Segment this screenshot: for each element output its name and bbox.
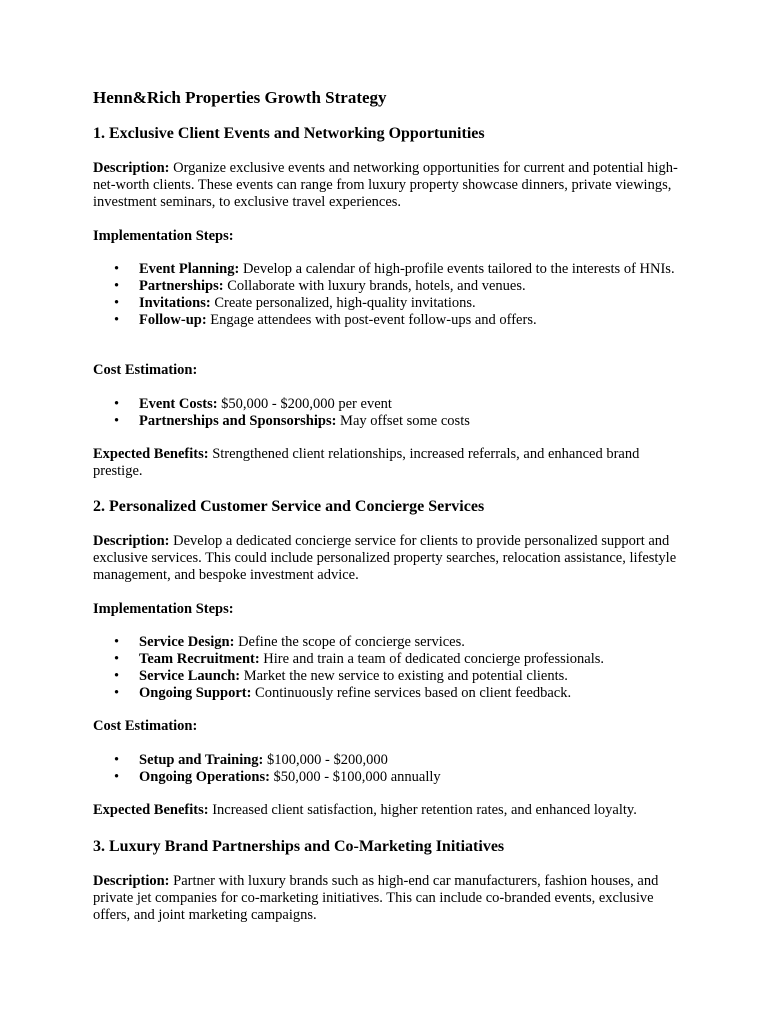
item-label: Service Design: <box>139 634 235 650</box>
section-1-costs-list <box>93 396 683 430</box>
item-text: $50,000 - $100,000 annually <box>269 769 441 785</box>
benefits-label: Expected Benefits: <box>93 446 209 462</box>
section-2-steps-list <box>93 634 683 702</box>
section-1-cost-label: Cost Estimation: <box>93 362 198 378</box>
bullet-icon: • <box>114 651 120 667</box>
item-text: Market the new service to existing and potential clients. <box>240 668 568 684</box>
bullet-icon: • <box>114 413 120 429</box>
item-label: Partnerships and Sponsorships: <box>139 413 337 429</box>
list-item <box>93 396 683 413</box>
benefits-text: Strengthened client relationships, increased referrals, and enhanced brand prestige. <box>93 446 640 479</box>
description-label: Description: <box>93 533 170 549</box>
item-text: Collaborate with luxury brands, hotels, and venues. <box>223 278 526 294</box>
list-item <box>93 651 683 668</box>
section-1-description <box>93 160 683 211</box>
item-text: Engage attendees with post-event follow-ups and offers. <box>206 312 537 328</box>
list-item <box>93 769 683 786</box>
item-text: $50,000 - $200,000 per event <box>217 396 392 412</box>
item-label: Ongoing Support: <box>139 685 252 701</box>
section-2-cost-label: Cost Estimation: <box>93 718 198 734</box>
item-text: Hire and train a team of dedicated concierge professionals. <box>259 651 605 667</box>
section-3-heading: 3. Luxury Brand Partnerships and Co-Marketing Initiatives <box>93 838 505 855</box>
description-label: Description: <box>93 160 170 176</box>
description-label: Description: <box>93 873 170 889</box>
bullet-icon: • <box>114 278 120 294</box>
bullet-icon: • <box>114 295 120 311</box>
description-text: Partner with luxury brands such as high-end car manufacturers, fashion houses, and private jet companies for co-marketing initiatives. This can include co-branded events, exclusive offers, and joint marketing campaigns. <box>93 873 659 923</box>
item-label: Invitations: <box>139 295 211 311</box>
description-text: Organize exclusive events and networking opportunities for current and potential high-net-worth clients. These events can range from luxury property showcase dinners, private viewings, investment seminars, to exclusive travel experiences. <box>93 160 678 210</box>
list-item <box>93 413 683 430</box>
list-item <box>93 685 683 702</box>
section-3-description <box>93 873 683 924</box>
item-label: Event Planning: <box>139 261 240 277</box>
section-2-heading: 2. Personalized Customer Service and Concierge Services <box>93 498 485 515</box>
section-1-steps-list <box>93 261 683 329</box>
section-1-implementation-label: Implementation Steps: <box>93 228 234 244</box>
item-text: Define the scope of concierge services. <box>234 634 465 650</box>
bullet-icon: • <box>114 396 120 412</box>
item-label: Event Costs: <box>139 396 218 412</box>
bullet-icon: • <box>114 752 120 768</box>
item-text: Continuously refine services based on client feedback. <box>251 685 572 701</box>
description-text: Develop a dedicated concierge service for clients to provide personalized support and exclusive services. This could include personalized property searches, relocation assistance, lifestyle management, and bespoke investment advice. <box>93 533 677 583</box>
document-title: Henn&Rich Properties Growth Strategy <box>93 88 387 107</box>
list-item <box>93 295 683 312</box>
list-item <box>93 278 683 295</box>
list-item <box>93 312 683 329</box>
item-text: $100,000 - $200,000 <box>263 752 388 768</box>
section-2-description <box>93 533 683 584</box>
item-label: Setup and Training: <box>139 752 264 768</box>
item-text: Develop a calendar of high-profile events tailored to the interests of HNIs. <box>239 261 675 277</box>
list-item <box>93 634 683 651</box>
item-label: Follow-up: <box>139 312 207 328</box>
item-text: May offset some costs <box>336 413 470 429</box>
section-2-implementation-label: Implementation Steps: <box>93 601 234 617</box>
item-label: Partnerships: <box>139 278 224 294</box>
bullet-icon: • <box>114 261 120 277</box>
section-1-benefits <box>93 446 683 480</box>
bullet-icon: • <box>114 769 120 785</box>
list-item <box>93 668 683 685</box>
bullet-icon: • <box>114 312 120 328</box>
benefits-label: Expected Benefits: <box>93 802 209 818</box>
item-label: Service Launch: <box>139 668 241 684</box>
list-item <box>93 261 683 278</box>
item-text: Create personalized, high-quality invitations. <box>210 295 476 311</box>
benefits-text: Increased client satisfaction, higher retention rates, and enhanced loyalty. <box>208 802 637 818</box>
bullet-icon: • <box>114 685 120 701</box>
bullet-icon: • <box>114 668 120 684</box>
section-2-costs-list <box>93 752 683 786</box>
list-item <box>93 752 683 769</box>
section-2-benefits <box>93 802 683 819</box>
item-label: Ongoing Operations: <box>139 769 270 785</box>
item-label: Team Recruitment: <box>139 651 260 667</box>
bullet-icon: • <box>114 634 120 650</box>
section-1-heading: 1. Exclusive Client Events and Networking Opportunities <box>93 125 485 142</box>
